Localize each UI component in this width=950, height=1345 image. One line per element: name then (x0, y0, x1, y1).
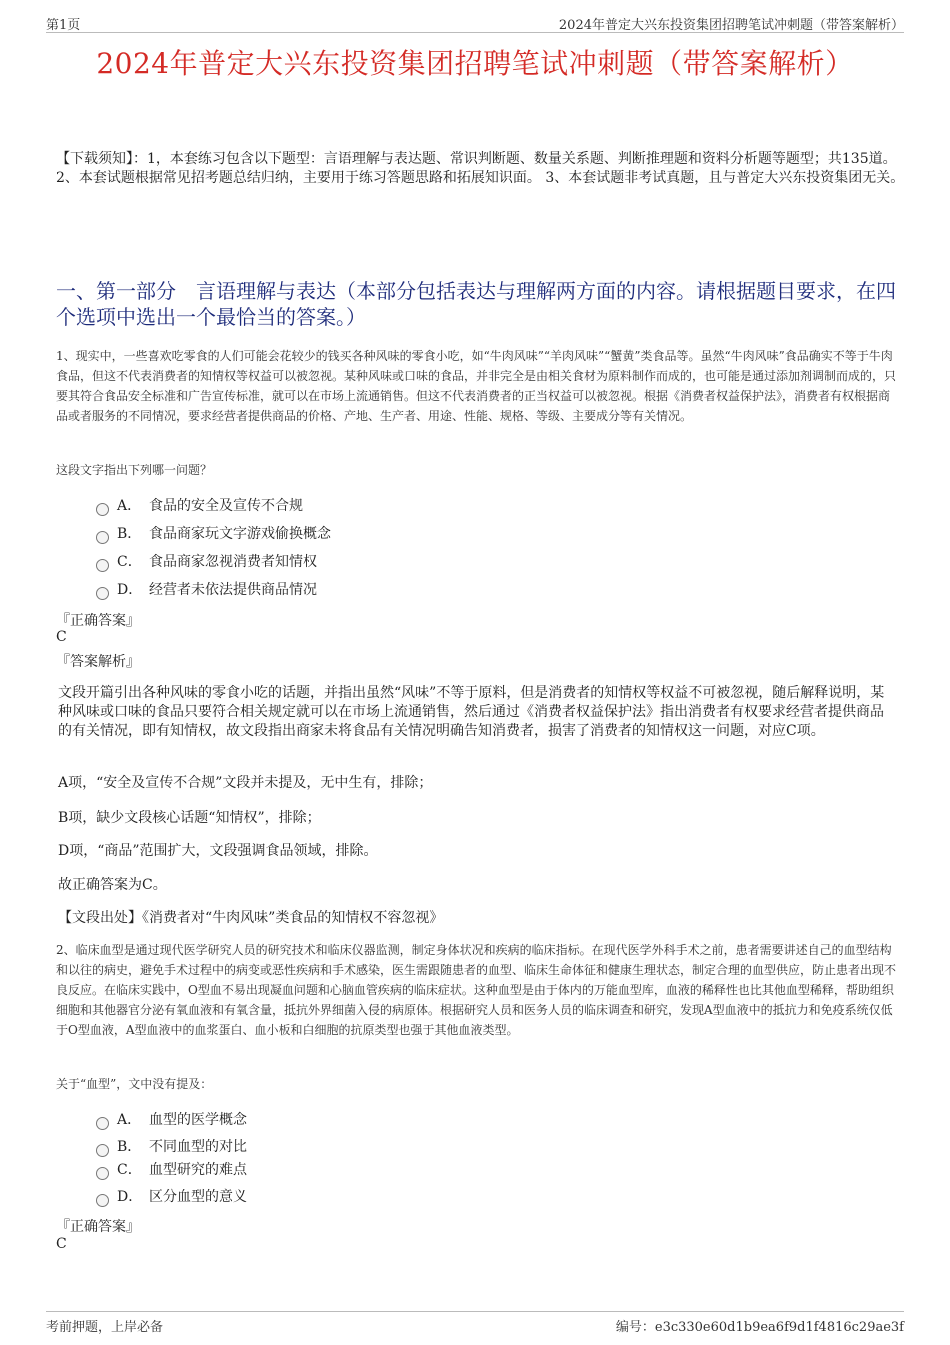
page-footer (46, 1311, 904, 1336)
radio-icon[interactable] (96, 1194, 109, 1207)
question-2-passage: 2、临床血型是通过现代医学研究人员的研究技术和临床仪器监测，制定身体状况和疾病的临床指标。在现代医学外科手术之前，患者需要讲述自己的血型结构和以往的病史，避免手术过程中的病变或恶性疾病和手术感染，医生需跟随患者的血型、临床生命体征和健康生理状态，制定合理的血型供应，防止患者出现不良反应。在临床实践中，O型血不易出现凝血问题和心脑血管疾病的临床症状。这种血型是由于体内的万能血型库，血液的稀释性也比其他血型稀释，帮助组织细胞和其他器官分泌有氧血液和有氧含量，抵抗外界细菌入侵的病原体。根据研究人员和医务人员的临床调查和研究，发现A型血液中的抵抗力和免疫系统仅低于O型血液，A型血液中的血浆蛋白、血小板和白细胞的抗原类型也强于其他血液类型。 (56, 943, 897, 1037)
radio-icon[interactable] (96, 587, 109, 600)
question-2-prompt: 关于“血型”，文中没有提及： (56, 1077, 213, 1091)
question-1-explain-line: D项，“商品”范围扩大，文段强调食品领域，排除。 (58, 843, 378, 859)
question-1-option-a[interactable]: A． 食品的安全及宣传不合规 (96, 496, 303, 516)
footer-slogan: 考前押题，上岸必备 (46, 1320, 164, 1335)
page-header (46, 14, 904, 33)
question-1-answer-label: 『正确答案』 (56, 613, 140, 629)
radio-icon[interactable] (96, 1117, 109, 1130)
question-1-conclusion: 故正确答案为C。 (58, 877, 167, 893)
radio-icon[interactable] (96, 559, 109, 572)
question-1-option-c[interactable]: C． 食品商家忽视消费者知情权 (96, 552, 317, 572)
radio-icon[interactable] (96, 1144, 109, 1157)
footer-serial: 编号：e3c330e60d1b9ea6f9d1f4816c29ae3f (615, 1320, 904, 1335)
question-1-option-b[interactable]: B． 食品商家玩文字游戏偷换概念 (96, 524, 331, 544)
question-1-passage: 1、现实中，一些喜欢吃零食的人们可能会花较少的钱买各种风味的零食小吃，如“牛肉风味”“羊肉风味”“蟹黄”类食品等。虽然“牛肉风味”食品确实不等于牛肉食品，但这不代表消费者的知情权等权益可以被忽视。某种风味或口味的食品，并非完全是由相关食材为原料制作而成的，也可能是通过添加剂调制而成的，只要其符合食品安全标准和广告宣传标准，就可以在市场上流通销售。但这不代表消费者的正当权益可以被忽视。根据《消费者权益保护法》，消费者有权根据商品或者服务的不同情况，要求经营者提供商品的价格、产地、生产者、用途、性能、规格、等级、主要成分等有关情况。 (56, 349, 897, 423)
question-2-answer-label: 『正确答案』 (56, 1219, 140, 1235)
question-1-explain-label: 『答案解析』 (56, 654, 140, 670)
radio-icon[interactable] (96, 503, 109, 516)
question-2-option-d[interactable]: D． 区分血型的意义 (96, 1187, 247, 1207)
section-heading: 一、第一部分 言语理解与表达（本部分包括表达与理解两方面的内容。请根据题目要求，在四个选项中选出一个最恰当的答案。） (56, 279, 896, 329)
question-2-option-a[interactable]: A． 血型的医学概念 (96, 1110, 247, 1130)
question-1-answer: C (56, 629, 67, 645)
question-1-explain-line: B项，缺少文段核心话题“知情权”，排除； (58, 810, 321, 826)
download-notice: 【下载须知】：1，本套练习包含以下题型：言语理解与表达题、常识判断题、数量关系题、判断推理题和资料分析题等题型；共135道。 2、本套试题根据常见招考题总结归纳，主要用于练习答题思路和拓展知识面。 3、本套试题非考试真题，且与普定大兴东投资集团无关。 (56, 151, 905, 186)
question-1-explain-line: A项，“安全及宣传不合规”文段并未提及，无中生有，排除； (58, 775, 433, 791)
question-2-answer: C (56, 1236, 67, 1252)
question-1-prompt: 这段文字指出下列哪一问题？ (56, 463, 213, 477)
page-number: 第1页 (46, 18, 81, 33)
question-1-option-d[interactable]: D． 经营者未依法提供商品情况 (96, 580, 317, 600)
radio-icon[interactable] (96, 1167, 109, 1180)
question-2-option-c[interactable]: C． 血型研究的难点 (96, 1160, 247, 1180)
question-2-option-b[interactable]: B． 不同血型的对比 (96, 1137, 247, 1157)
question-1-source: 【文段出处】《消费者对“牛肉风味”类食品的知情权不容忽视》 (58, 910, 444, 926)
header-doc-title: 2024年普定大兴东投资集团招聘笔试冲刺题（带答案解析） (558, 18, 904, 33)
document-title: 2024年普定大兴东投资集团招聘笔试冲刺题（带答案解析） (96, 47, 854, 80)
radio-icon[interactable] (96, 531, 109, 544)
question-1-explanation: 文段开篇引出各种风味的零食小吃的话题，并指出虽然“风味”不等于原料，但是消费者的知情权等权益不可被忽视，随后解释说明，某种风味或口味的食品只要符合相关规定就可以在市场上流通销售，然后通过《消费者权益保护法》指出消费者有权要求经营者提供商品的有关情况，即有知情权，故文段指出商家未将食品有关情况明确告知消费者，损害了消费者的知情权这一问题，对应C项。 (58, 685, 885, 739)
